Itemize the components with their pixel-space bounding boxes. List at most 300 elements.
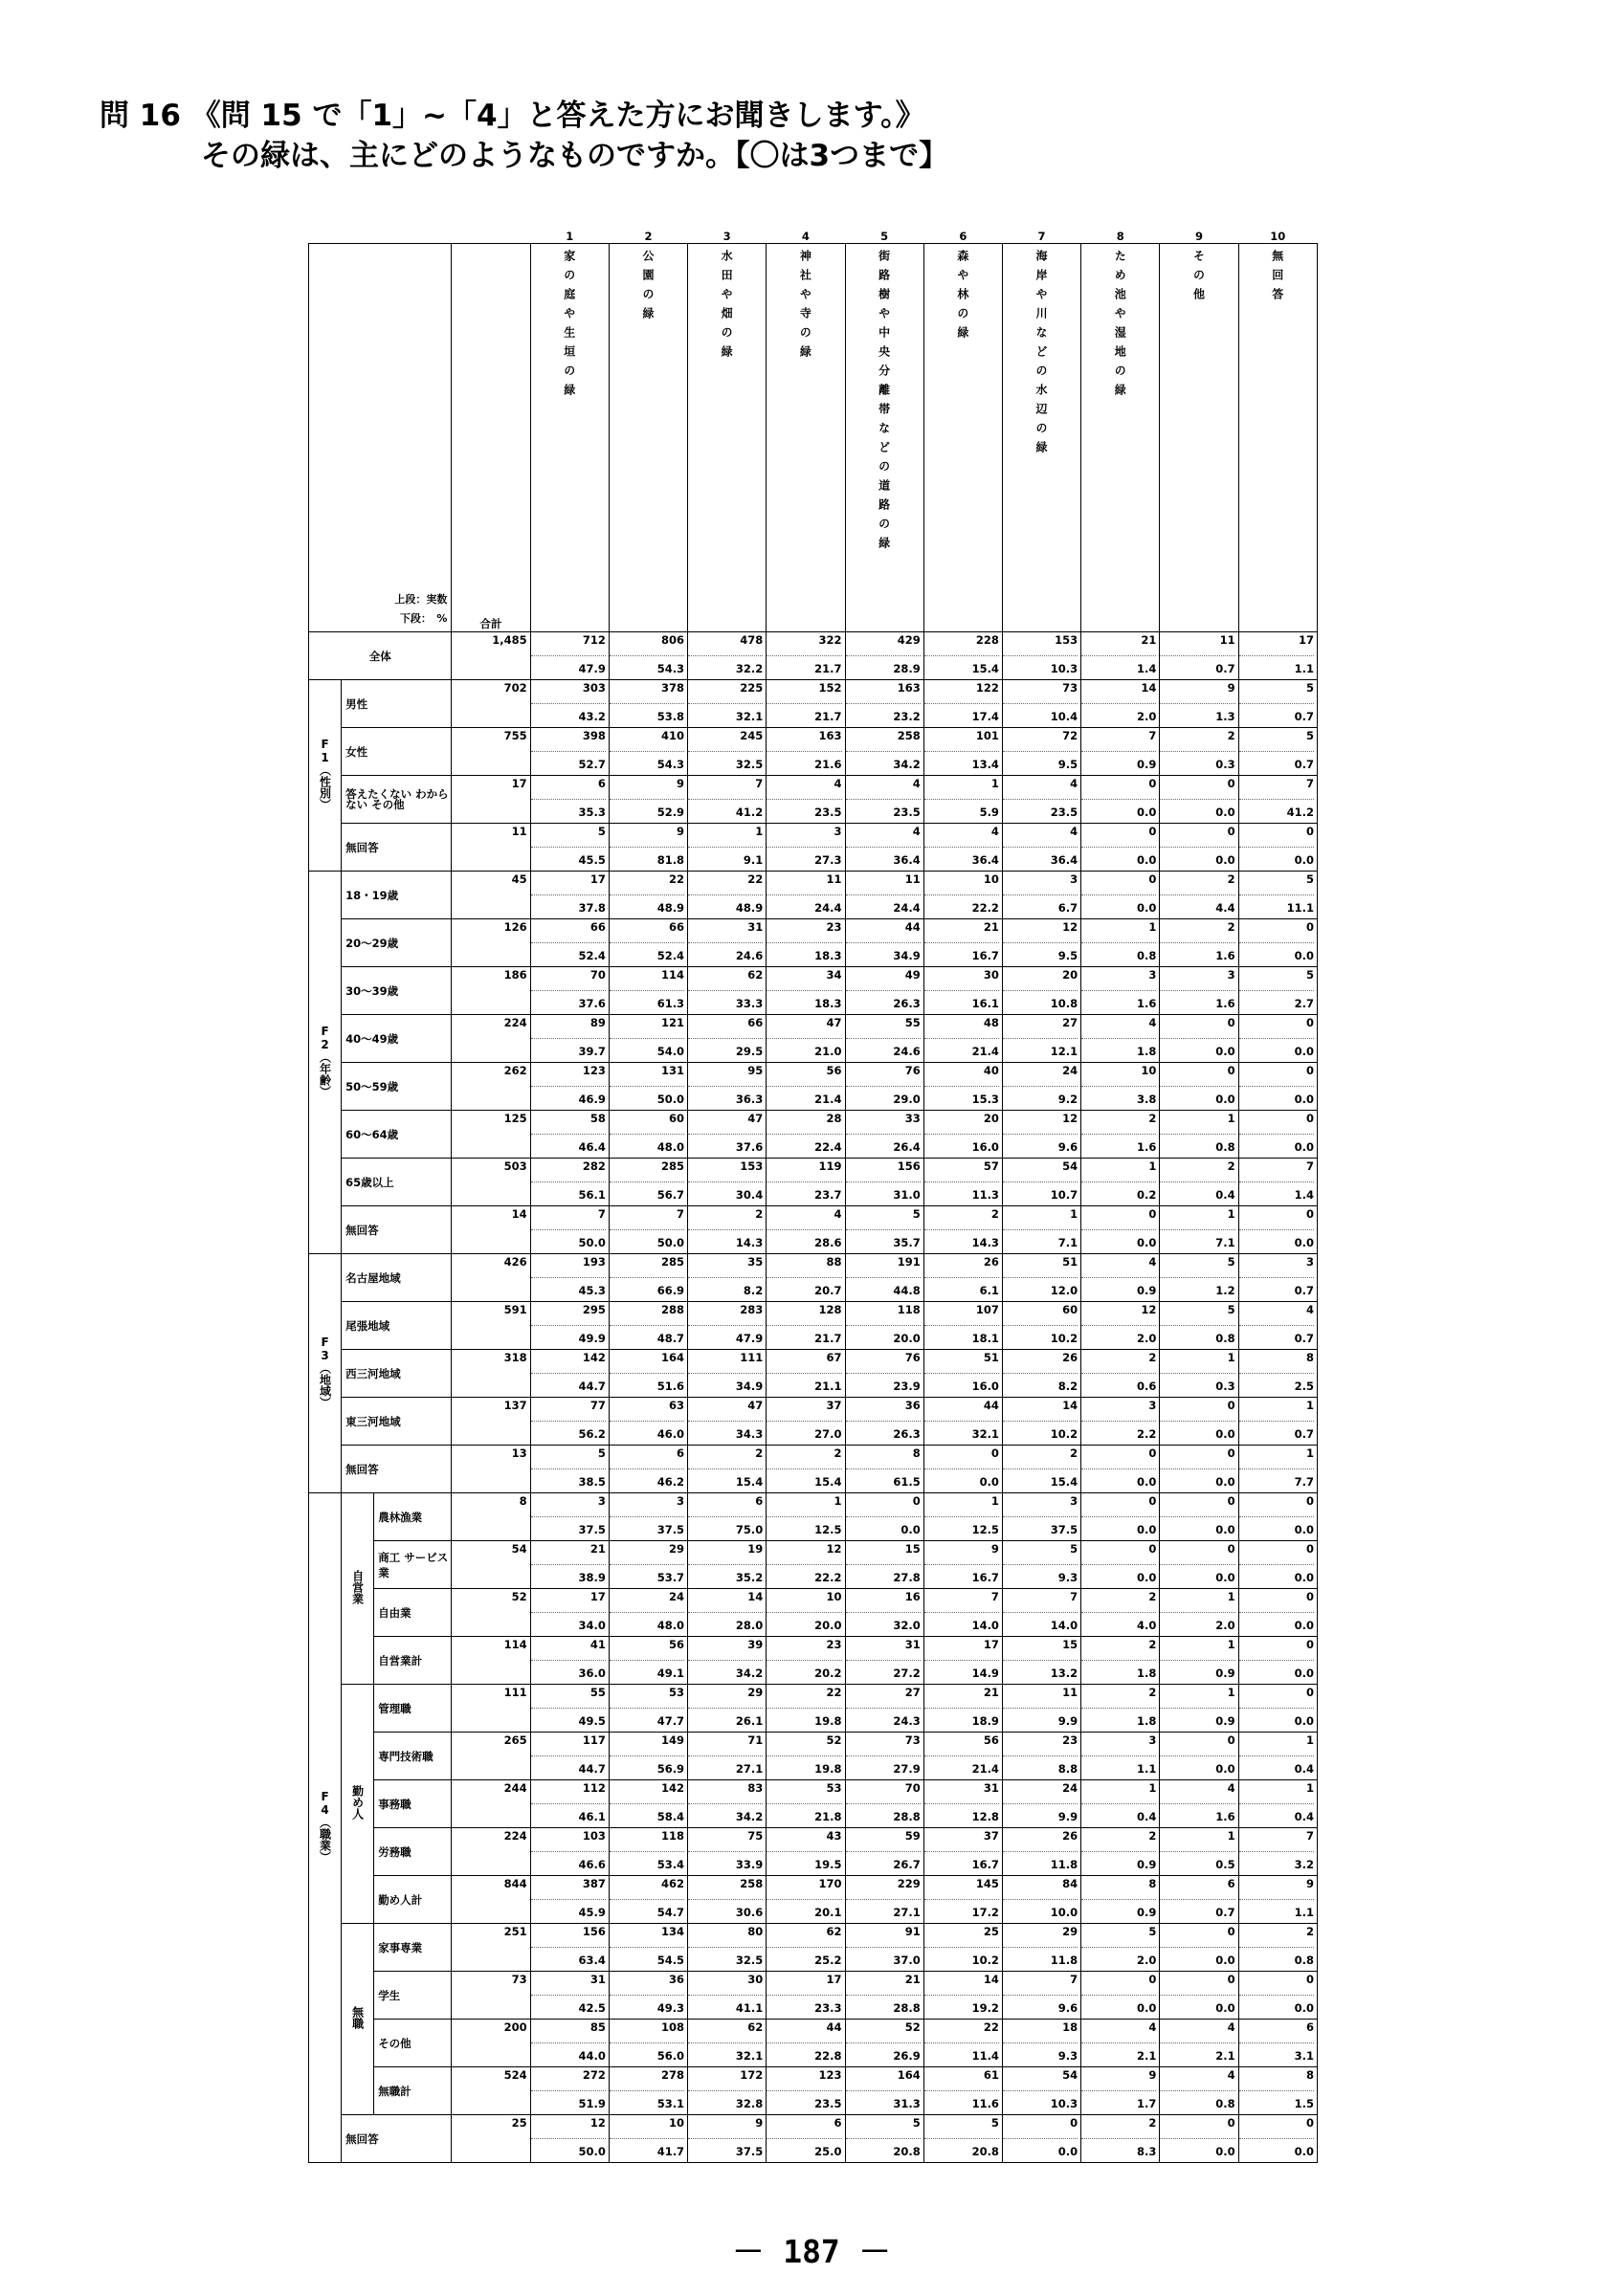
data-cell bbox=[1160, 1159, 1238, 1206]
data-cell bbox=[688, 1446, 767, 1493]
count-value: 1 bbox=[1160, 1111, 1234, 1135]
percent-value: 50.0 bbox=[578, 2145, 606, 2158]
data-cell bbox=[1002, 1493, 1080, 1541]
data-cell bbox=[609, 1493, 687, 1541]
count-value: 26 bbox=[1003, 1828, 1078, 1852]
percent-value: 43.2 bbox=[578, 710, 606, 723]
count-value: 60 bbox=[610, 1111, 684, 1135]
count-value: 272 bbox=[531, 2067, 606, 2091]
count-value: 0 bbox=[1239, 1685, 1314, 1709]
count-value: 285 bbox=[610, 1159, 684, 1182]
row-label: 50～59歳 bbox=[342, 1063, 452, 1111]
table-row bbox=[309, 824, 1318, 872]
data-cell bbox=[1238, 1493, 1317, 1541]
data-cell bbox=[1081, 1015, 1160, 1063]
subgroup-label-text: 無職 bbox=[350, 2006, 365, 2029]
percent-value: 36.4 bbox=[1050, 853, 1078, 867]
percent-value: 58.4 bbox=[656, 1810, 685, 1823]
row-label: 労務職 bbox=[374, 1828, 452, 1876]
count-value: 0 bbox=[1239, 1589, 1314, 1613]
percent-value: 27.9 bbox=[893, 1762, 921, 1776]
percent-value: 27.1 bbox=[735, 1762, 764, 1776]
column-number: 10 bbox=[1270, 230, 1286, 243]
column-header bbox=[609, 244, 687, 632]
count-value: 429 bbox=[846, 632, 921, 656]
data-cell bbox=[530, 1685, 609, 1733]
percent-value: 16.0 bbox=[971, 1380, 999, 1393]
count-value: 10 bbox=[610, 2115, 684, 2139]
data-cell bbox=[609, 1876, 687, 1924]
percent-value: 7.7 bbox=[1294, 1475, 1314, 1489]
count-value: 0 bbox=[1160, 1446, 1234, 1469]
count-value: 410 bbox=[610, 728, 684, 752]
data-cell bbox=[1238, 1254, 1317, 1302]
table-row bbox=[309, 1541, 1318, 1589]
data-cell bbox=[1002, 1924, 1080, 1972]
count-value: 18 bbox=[1003, 2020, 1078, 2043]
percent-value: 0.9 bbox=[1137, 1858, 1157, 1871]
count-value: 54 bbox=[1003, 1159, 1078, 1182]
count-value: 283 bbox=[688, 1302, 763, 1326]
row-label: 名古屋地域 bbox=[342, 1254, 452, 1302]
count-value: 85 bbox=[531, 2020, 606, 2043]
row-label: 答えたくない わからない その他 bbox=[342, 776, 452, 824]
count-value: 47 bbox=[688, 1111, 763, 1135]
percent-value: 0.0 bbox=[1215, 2145, 1235, 2158]
table-row bbox=[309, 872, 1318, 919]
row-label: 65歳以上 bbox=[342, 1159, 452, 1206]
data-cell bbox=[530, 1924, 609, 1972]
count-value: 12 bbox=[1081, 1302, 1156, 1326]
percent-value: 0.0 bbox=[1137, 1475, 1157, 1489]
row-total: 45 bbox=[452, 872, 530, 919]
count-value: 0 bbox=[1160, 1015, 1234, 1039]
percent-value: 2.7 bbox=[1294, 997, 1314, 1010]
data-cell bbox=[923, 2020, 1002, 2067]
percent-value: 10.4 bbox=[1050, 710, 1078, 723]
percent-value: 0.0 bbox=[1215, 1093, 1235, 1106]
data-cell bbox=[845, 967, 923, 1015]
count-value: 28 bbox=[767, 1111, 841, 1135]
percent-value: 32.1 bbox=[735, 2049, 764, 2063]
count-value: 1 bbox=[1160, 1637, 1234, 1661]
percent-value: 45.5 bbox=[578, 853, 606, 867]
count-value: 278 bbox=[610, 2067, 684, 2091]
data-cell bbox=[1002, 1828, 1080, 1876]
percent-value: 32.2 bbox=[735, 662, 764, 675]
percent-value: 15.3 bbox=[971, 1093, 999, 1106]
percent-value: 28.0 bbox=[735, 1619, 764, 1632]
data-cell bbox=[1238, 1972, 1317, 2020]
percent-value: 19.8 bbox=[814, 1714, 842, 1728]
data-cell bbox=[767, 1780, 845, 1828]
percent-value: 22.2 bbox=[814, 1571, 842, 1584]
data-cell bbox=[845, 1159, 923, 1206]
data-cell bbox=[1238, 1924, 1317, 1972]
percent-value: 28.6 bbox=[814, 1236, 842, 1249]
data-cell bbox=[688, 1733, 767, 1780]
row-total: 111 bbox=[452, 1685, 530, 1733]
count-value: 7 bbox=[688, 776, 763, 800]
percent-value: 0.7 bbox=[1294, 1332, 1314, 1345]
percent-value: 20.0 bbox=[814, 1619, 842, 1632]
percent-value: 17.2 bbox=[971, 1906, 999, 1919]
count-value: 95 bbox=[688, 1063, 763, 1087]
table-row bbox=[309, 1637, 1318, 1685]
data-cell bbox=[688, 1541, 767, 1589]
data-cell bbox=[1081, 1206, 1160, 1254]
table-row bbox=[309, 2020, 1318, 2067]
data-cell bbox=[688, 1637, 767, 1685]
column-header bbox=[845, 244, 923, 632]
count-value: 229 bbox=[846, 1876, 921, 1900]
percent-value: 1.6 bbox=[1215, 949, 1235, 962]
data-cell bbox=[1160, 776, 1238, 824]
percent-value: 10.2 bbox=[1050, 1332, 1078, 1345]
data-cell bbox=[767, 1828, 845, 1876]
group-label bbox=[309, 680, 342, 872]
data-cell bbox=[530, 1015, 609, 1063]
percent-value: 0.0 bbox=[1215, 1523, 1235, 1536]
table-row bbox=[309, 2115, 1318, 2163]
count-value: 0 bbox=[1081, 1541, 1156, 1565]
count-value: 57 bbox=[924, 1159, 999, 1182]
count-value: 295 bbox=[531, 1302, 606, 1326]
count-value: 0 bbox=[1239, 1972, 1314, 1996]
table-row bbox=[309, 2067, 1318, 2115]
row-label: 全体 bbox=[309, 632, 452, 680]
data-cell bbox=[1081, 967, 1160, 1015]
percent-value: 0.0 bbox=[1137, 1523, 1157, 1536]
count-value: 1 bbox=[1081, 1780, 1156, 1804]
percent-value: 41.1 bbox=[735, 2001, 764, 2015]
data-cell bbox=[530, 680, 609, 728]
count-value: 41 bbox=[531, 1637, 606, 1661]
data-cell bbox=[530, 1876, 609, 1924]
count-value: 119 bbox=[767, 1159, 841, 1182]
percent-value: 4.0 bbox=[1137, 1619, 1157, 1632]
data-cell bbox=[1081, 1446, 1160, 1493]
count-value: 2 bbox=[1160, 1159, 1234, 1182]
percent-value: 32.1 bbox=[971, 1427, 999, 1441]
count-value: 56 bbox=[767, 1063, 841, 1087]
count-value: 5 bbox=[846, 2115, 921, 2139]
count-value: 80 bbox=[688, 1924, 763, 1948]
count-value: 24 bbox=[610, 1589, 684, 1613]
data-cell bbox=[1160, 728, 1238, 776]
column-header bbox=[1002, 244, 1080, 632]
data-cell bbox=[845, 2067, 923, 2115]
count-value: 33 bbox=[846, 1111, 921, 1135]
count-value: 1 bbox=[1239, 1733, 1314, 1756]
data-cell bbox=[530, 824, 609, 872]
row-label: 自由業 bbox=[374, 1589, 452, 1637]
count-value: 20 bbox=[924, 1111, 999, 1135]
percent-value: 29.0 bbox=[893, 1093, 921, 1106]
count-value: 23 bbox=[1003, 1733, 1078, 1756]
data-cell bbox=[609, 1015, 687, 1063]
data-cell bbox=[923, 919, 1002, 967]
percent-value: 12.0 bbox=[1050, 1284, 1078, 1297]
percent-value: 0.8 bbox=[1215, 1332, 1235, 1345]
data-cell bbox=[1160, 1015, 1238, 1063]
percent-value: 5.9 bbox=[979, 806, 999, 819]
percent-value: 1.6 bbox=[1215, 997, 1235, 1010]
percent-value: 0.7 bbox=[1294, 1427, 1314, 1441]
data-cell bbox=[923, 1733, 1002, 1780]
row-total: 262 bbox=[452, 1063, 530, 1111]
data-cell bbox=[609, 1924, 687, 1972]
percent-value: 20.1 bbox=[814, 1906, 842, 1919]
data-cell bbox=[609, 1446, 687, 1493]
percent-value: 63.4 bbox=[578, 1954, 606, 1967]
data-cell bbox=[609, 1780, 687, 1828]
data-cell bbox=[609, 1254, 687, 1302]
data-cell bbox=[1238, 1063, 1317, 1111]
data-cell bbox=[1160, 1541, 1238, 1589]
column-number: 7 bbox=[1037, 230, 1046, 243]
count-value: 0 bbox=[1003, 2115, 1078, 2139]
percent-value: 3.2 bbox=[1294, 1858, 1314, 1871]
data-cell bbox=[845, 1446, 923, 1493]
count-value: 2 bbox=[1081, 1828, 1156, 1852]
percent-value: 56.1 bbox=[578, 1188, 606, 1202]
table-row bbox=[309, 1350, 1318, 1398]
data-cell bbox=[923, 776, 1002, 824]
percent-value: 56.0 bbox=[656, 2049, 685, 2063]
data-cell bbox=[1160, 1733, 1238, 1780]
count-value: 53 bbox=[767, 1780, 841, 1804]
group-label bbox=[309, 1254, 342, 1493]
percent-value: 0.0 bbox=[1137, 806, 1157, 819]
data-cell bbox=[530, 1063, 609, 1111]
percent-value: 7.1 bbox=[1057, 1236, 1078, 1249]
data-cell bbox=[1081, 680, 1160, 728]
group-label-text: F1（性別） bbox=[318, 738, 332, 810]
data-cell bbox=[845, 776, 923, 824]
percent-value: 21.0 bbox=[814, 1045, 842, 1058]
percent-value: 8.8 bbox=[1057, 1762, 1078, 1776]
column-header-label: 海岸や川などの水辺の緑 bbox=[1034, 250, 1049, 460]
data-cell bbox=[767, 1111, 845, 1159]
data-cell bbox=[1238, 872, 1317, 919]
column-header-label: 神社や寺の緑 bbox=[798, 250, 812, 364]
count-value: 1 bbox=[1081, 919, 1156, 943]
count-value: 1 bbox=[1239, 1446, 1314, 1469]
data-cell bbox=[609, 1159, 687, 1206]
data-cell bbox=[1002, 1015, 1080, 1063]
data-cell bbox=[1081, 1924, 1160, 1972]
data-cell bbox=[530, 919, 609, 967]
data-cell bbox=[923, 1063, 1002, 1111]
row-label: 事務職 bbox=[374, 1780, 452, 1828]
percent-value: 15.4 bbox=[814, 1475, 842, 1489]
count-value: 73 bbox=[846, 1733, 921, 1756]
row-total: 503 bbox=[452, 1159, 530, 1206]
count-value: 0 bbox=[1081, 1446, 1156, 1469]
row-label: 女性 bbox=[342, 728, 452, 776]
percent-value: 46.6 bbox=[578, 1858, 606, 1871]
count-value: 1 bbox=[1160, 1828, 1234, 1852]
count-value: 258 bbox=[688, 1876, 763, 1900]
data-cell bbox=[530, 1972, 609, 2020]
percent-value: 23.3 bbox=[814, 2001, 842, 2015]
count-value: 10 bbox=[1081, 1063, 1156, 1087]
row-total: 13 bbox=[452, 1446, 530, 1493]
percent-value: 0.7 bbox=[1294, 1284, 1314, 1297]
percent-value: 49.9 bbox=[578, 1332, 606, 1345]
data-cell bbox=[688, 1924, 767, 1972]
percent-value: 21.6 bbox=[814, 758, 842, 771]
data-cell bbox=[1238, 1589, 1317, 1637]
data-cell bbox=[1081, 1876, 1160, 1924]
column-header-label: 公園の緑 bbox=[640, 250, 655, 326]
data-cell bbox=[1238, 967, 1317, 1015]
count-value: 29 bbox=[610, 1541, 684, 1565]
count-value: 30 bbox=[924, 967, 999, 991]
percent-value: 61.3 bbox=[656, 997, 685, 1010]
count-value: 8 bbox=[1239, 1350, 1314, 1374]
count-value: 5 bbox=[1160, 1302, 1234, 1326]
percent-value: 41.2 bbox=[735, 806, 764, 819]
percent-value: 0.0 bbox=[979, 1475, 999, 1489]
percent-value: 1.6 bbox=[1215, 1810, 1235, 1823]
percent-value: 66.9 bbox=[656, 1284, 685, 1297]
percent-value: 0.8 bbox=[1215, 1140, 1235, 1154]
count-value: 107 bbox=[924, 1302, 999, 1326]
percent-value: 0.0 bbox=[1215, 1475, 1235, 1489]
percent-value: 18.1 bbox=[971, 1332, 999, 1345]
data-cell bbox=[609, 1302, 687, 1350]
data-cell bbox=[1238, 1111, 1317, 1159]
percent-value: 8.3 bbox=[1137, 2145, 1157, 2158]
percent-value: 2.0 bbox=[1137, 710, 1157, 723]
percent-value: 0.0 bbox=[1137, 2001, 1157, 2015]
percent-value: 0.0 bbox=[1215, 1571, 1235, 1584]
count-value: 118 bbox=[610, 1828, 684, 1852]
row-label: 商工 サービス業 bbox=[374, 1541, 452, 1589]
percent-value: 56.2 bbox=[578, 1427, 606, 1441]
data-cell bbox=[923, 1972, 1002, 2020]
count-value: 121 bbox=[610, 1015, 684, 1039]
count-value: 1 bbox=[924, 1493, 999, 1517]
count-value: 44 bbox=[846, 919, 921, 943]
data-cell bbox=[1002, 1780, 1080, 1828]
count-value: 258 bbox=[846, 728, 921, 752]
percent-value: 28.8 bbox=[893, 2001, 921, 2015]
data-cell bbox=[923, 1159, 1002, 1206]
count-value: 12 bbox=[767, 1541, 841, 1565]
count-value: 3 bbox=[531, 1493, 606, 1517]
percent-value: 46.9 bbox=[578, 1093, 606, 1106]
percent-value: 0.0 bbox=[1294, 949, 1314, 962]
count-value: 142 bbox=[610, 1780, 684, 1804]
count-value: 0 bbox=[924, 1446, 999, 1469]
count-value: 76 bbox=[846, 1350, 921, 1374]
data-cell bbox=[609, 1828, 687, 1876]
percent-value: 49.1 bbox=[656, 1667, 685, 1680]
data-cell bbox=[767, 2115, 845, 2163]
data-cell bbox=[530, 1637, 609, 1685]
data-cell bbox=[767, 1446, 845, 1493]
percent-value: 27.1 bbox=[893, 1906, 921, 1919]
row-total: 125 bbox=[452, 1111, 530, 1159]
percent-value: 10.2 bbox=[971, 1954, 999, 1967]
count-value: 5 bbox=[1239, 872, 1314, 895]
data-cell bbox=[1081, 1637, 1160, 1685]
row-total: 200 bbox=[452, 2020, 530, 2067]
count-value: 26 bbox=[924, 1254, 999, 1278]
percent-value: 2.2 bbox=[1137, 1427, 1157, 1441]
data-cell bbox=[845, 728, 923, 776]
percent-value: 0.0 bbox=[1294, 1140, 1314, 1154]
percent-value: 52.4 bbox=[656, 949, 685, 962]
column-number: 2 bbox=[644, 230, 653, 243]
count-value: 24 bbox=[1003, 1780, 1078, 1804]
count-value: 245 bbox=[688, 728, 763, 752]
data-cell bbox=[923, 632, 1002, 680]
percent-value: 1.4 bbox=[1137, 662, 1157, 675]
count-value: 27 bbox=[1003, 1015, 1078, 1039]
column-header-label: ため池や湿地の緑 bbox=[1113, 250, 1127, 403]
percent-value: 21.7 bbox=[814, 710, 842, 723]
count-value: 54 bbox=[1003, 2067, 1078, 2091]
data-cell bbox=[767, 1398, 845, 1446]
count-value: 6 bbox=[1160, 1876, 1234, 1900]
data-cell bbox=[530, 1446, 609, 1493]
count-value: 108 bbox=[610, 2020, 684, 2043]
data-cell bbox=[530, 1541, 609, 1589]
percent-value: 34.3 bbox=[735, 1427, 764, 1441]
data-cell bbox=[845, 919, 923, 967]
row-label: 学生 bbox=[374, 1972, 452, 2020]
percent-value: 9.9 bbox=[1057, 1714, 1078, 1728]
count-value: 1 bbox=[924, 776, 999, 800]
count-value: 84 bbox=[1003, 1876, 1078, 1900]
count-value: 131 bbox=[610, 1063, 684, 1087]
count-value: 47 bbox=[688, 1398, 763, 1422]
percent-value: 14.9 bbox=[971, 1667, 999, 1680]
percent-value: 6.7 bbox=[1057, 901, 1078, 915]
percent-value: 37.6 bbox=[578, 997, 606, 1010]
data-cell bbox=[1002, 728, 1080, 776]
column-number: 5 bbox=[880, 230, 889, 243]
percent-value: 30.4 bbox=[735, 1188, 764, 1202]
data-cell bbox=[1238, 824, 1317, 872]
count-value: 0 bbox=[1239, 1541, 1314, 1565]
percent-value: 36.3 bbox=[735, 1093, 764, 1106]
percent-value: 0.4 bbox=[1294, 1762, 1314, 1776]
percent-value: 25.2 bbox=[814, 1954, 842, 1967]
row-label: 30～39歳 bbox=[342, 967, 452, 1015]
count-value: 1 bbox=[767, 1493, 841, 1517]
count-value: 77 bbox=[531, 1398, 606, 1422]
percent-value: 12.1 bbox=[1050, 1045, 1078, 1058]
percent-value: 0.3 bbox=[1215, 1380, 1235, 1393]
count-value: 14 bbox=[688, 1589, 763, 1613]
row-total: 114 bbox=[452, 1637, 530, 1685]
percent-value: 0.8 bbox=[1215, 2097, 1235, 2110]
count-value: 7 bbox=[1081, 728, 1156, 752]
count-value: 288 bbox=[610, 1302, 684, 1326]
count-value: 16 bbox=[846, 1589, 921, 1613]
data-cell bbox=[609, 1733, 687, 1780]
data-cell bbox=[1081, 1398, 1160, 1446]
data-cell bbox=[767, 728, 845, 776]
data-cell bbox=[1002, 1063, 1080, 1111]
row-total: 251 bbox=[452, 1924, 530, 1972]
count-value: 7 bbox=[1239, 1159, 1314, 1182]
